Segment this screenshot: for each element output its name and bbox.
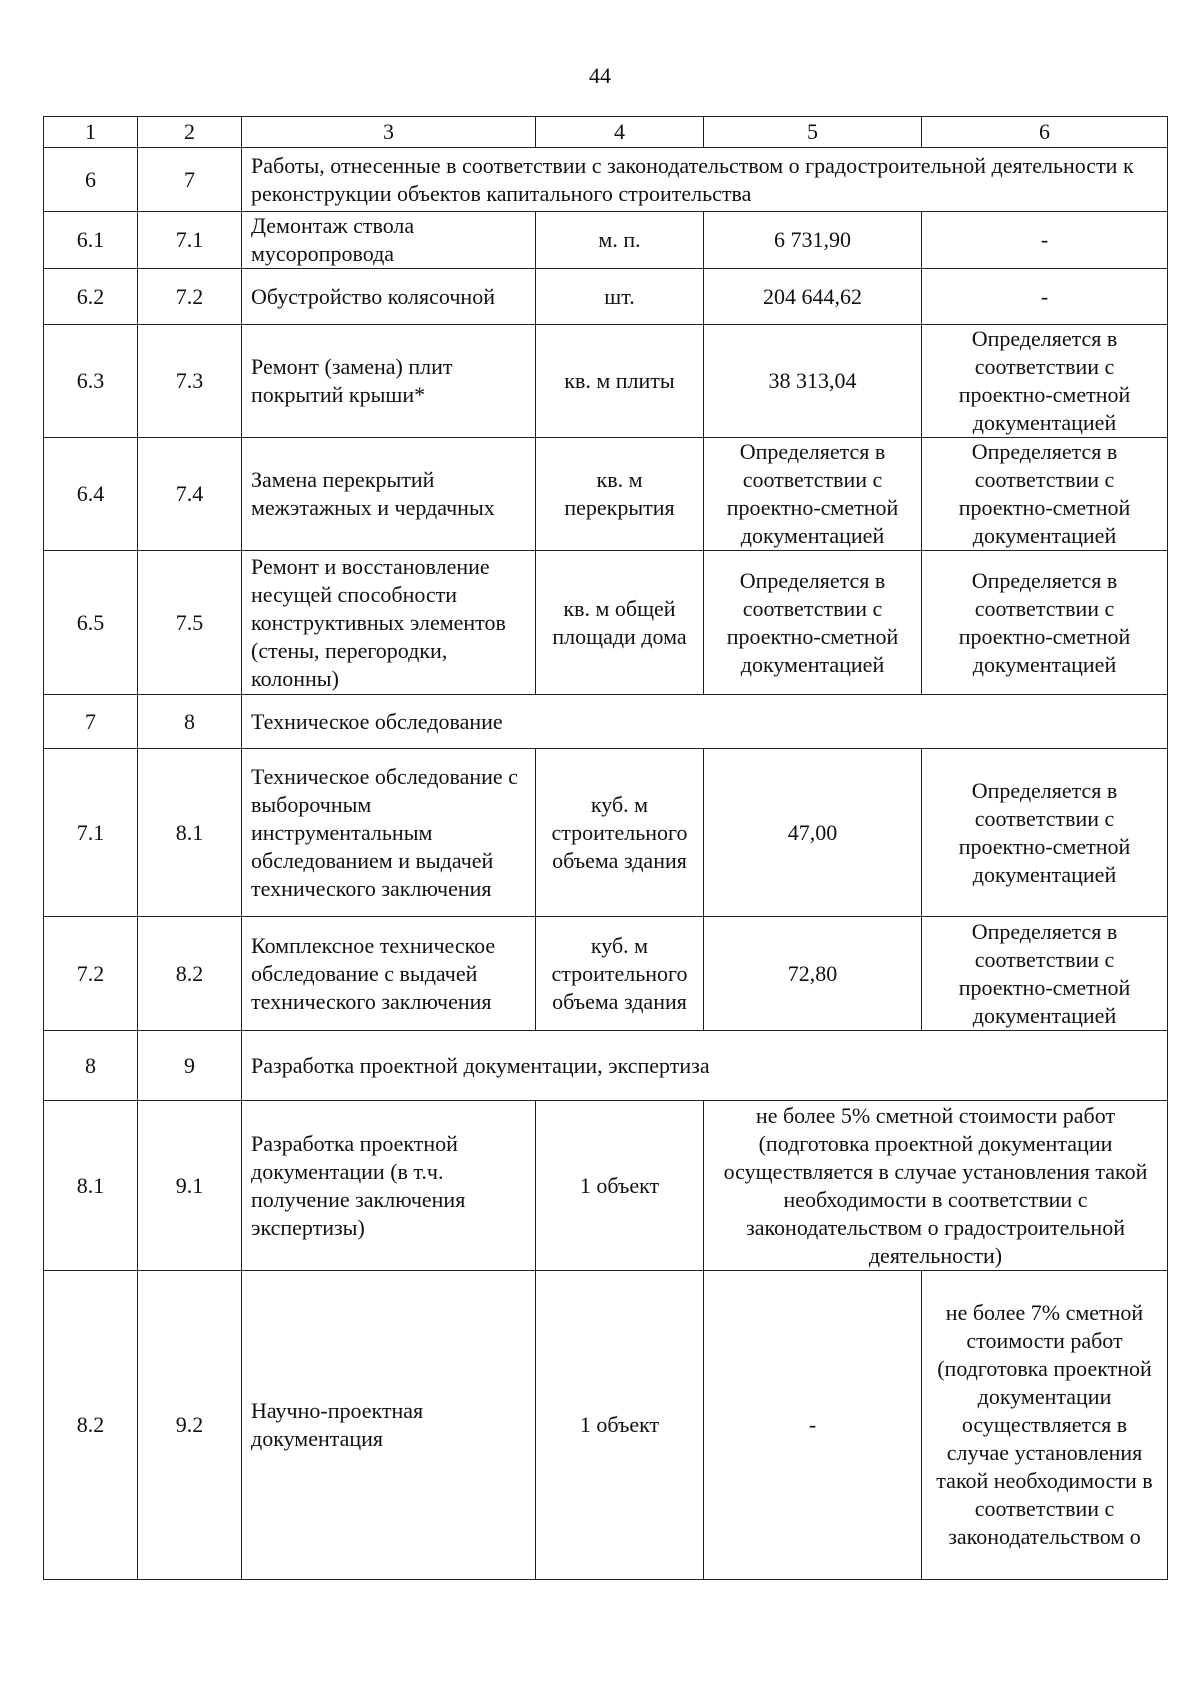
section-row [44,148,1168,212]
limit-cell: Определяется в соответствии с проектно-сметной документацией [922,551,1168,695]
section-title: Разработка проектной документации, экспертиза [242,1031,1168,1101]
work-name-cell: Комплексное техническое обследование с выдачей технического заключения [242,917,536,1031]
row-number-1: 7.2 [44,917,138,1031]
unit-cell: 1 объект [536,1101,704,1271]
section-row [44,1031,1168,1101]
work-name-cell: Ремонт и восстановление несущей способности конструктивных элементов (стены, перегородки, колонны) [242,551,536,695]
work-name-cell: Ремонт (замена) плит покрытий крыши* [242,325,536,438]
limit-cell: Определяется в соответствии с проектно-сметной документацией [922,438,1168,551]
table-row [44,1101,1168,1271]
value-cell: 38 313,04 [704,325,922,438]
unit-cell: кв. м перекрытия [536,438,704,551]
row-number-1: 6.3 [44,325,138,438]
limit-cell: Определяется в соответствии с проектно-сметной документацией [922,917,1168,1031]
work-name-cell: Обустройство колясочной [242,269,536,325]
table-row [44,749,1168,917]
row-number-1: 6.4 [44,438,138,551]
header-cell: 5 [704,117,922,148]
unit-cell: куб. м строительного объема здания [536,917,704,1031]
value-cell: 47,00 [704,749,922,917]
value-limit-cell: не более 5% сметной стоимости работ (подготовка проектной документации осуществляется в случае установления такой необходимости в соответствии с законодательством о градостроительной деятельности) [704,1101,1168,1271]
table-row [44,269,1168,325]
row-number-2: 9.1 [138,1101,242,1271]
row-number-2: 7.5 [138,551,242,695]
row-number-2: 8 [138,695,242,749]
row-number-1: 7.1 [44,749,138,917]
unit-cell: кв. м общей площади дома [536,551,704,695]
limit-cell: Определяется в соответствии с проектно-сметной документацией [922,325,1168,438]
unit-cell: м. п. [536,212,704,269]
header-cell: 1 [44,117,138,148]
page-number: 44 [589,63,611,88]
value-cell: - [704,1271,922,1580]
limit-cell: - [922,269,1168,325]
value-cell: 204 644,62 [704,269,922,325]
limit-cell: - [922,212,1168,269]
table-row [44,325,1168,438]
row-number-2: 8.2 [138,917,242,1031]
row-number-2: 9 [138,1031,242,1101]
row-number-2: 7.4 [138,438,242,551]
work-name-cell: Замена перекрытий межэтажных и чердачных [242,438,536,551]
header-cell: 4 [536,117,704,148]
table-header-row [44,117,1168,148]
work-name-cell: Разработка проектной документации (в т.ч. получение заключения экспертизы) [242,1101,536,1271]
unit-cell: кв. м плиты [536,325,704,438]
row-number-1: 8.2 [44,1271,138,1580]
header-cell: 3 [242,117,536,148]
row-number-2: 7 [138,148,242,212]
header-cell: 2 [138,117,242,148]
unit-cell: 1 объект [536,1271,704,1580]
limit-cell: Определяется в соответствии с проектно-сметной документацией [922,749,1168,917]
row-number-1: 6.5 [44,551,138,695]
work-name-cell: Научно-проектная документация [242,1271,536,1580]
table-row [44,1271,1168,1580]
row-number-1: 8 [44,1031,138,1101]
row-number-1: 6 [44,148,138,212]
row-number-2: 7.2 [138,269,242,325]
section-row [44,695,1168,749]
header-cell: 6 [922,117,1168,148]
table-row [44,438,1168,551]
table-row [44,917,1168,1031]
value-cell: Определяется в соответствии с проектно-сметной документацией [704,438,922,551]
row-number-1: 7 [44,695,138,749]
row-number-2: 7.1 [138,212,242,269]
work-name-cell: Демонтаж ствола мусоропровода [242,212,536,269]
value-cell: Определяется в соответствии с проектно-сметной документацией [704,551,922,695]
section-title: Техническое обследование [242,695,1168,749]
unit-cell: шт. [536,269,704,325]
row-number-1: 6.1 [44,212,138,269]
section-title: Работы, отнесенные в соответствии с законодательством о градостроительной деятельности к реконструкции объектов капитального строительства [242,148,1168,212]
table-row [44,212,1168,269]
row-number-1: 8.1 [44,1101,138,1271]
rates-table [43,116,1168,1580]
unit-cell: куб. м строительного объема здания [536,749,704,917]
row-number-1: 6.2 [44,269,138,325]
limit-cell: не более 7% сметной стоимости работ (подготовка проектной документации осуществляется в случае установления такой необходимости в соответствии с законодательством о [922,1271,1168,1580]
row-number-2: 7.3 [138,325,242,438]
table-row [44,551,1168,695]
row-number-2: 8.1 [138,749,242,917]
work-name-cell: Техническое обследование с выборочным инструментальным обследованием и выдачей технического заключения [242,749,536,917]
value-cell: 72,80 [704,917,922,1031]
row-number-2: 9.2 [138,1271,242,1580]
value-cell: 6 731,90 [704,212,922,269]
